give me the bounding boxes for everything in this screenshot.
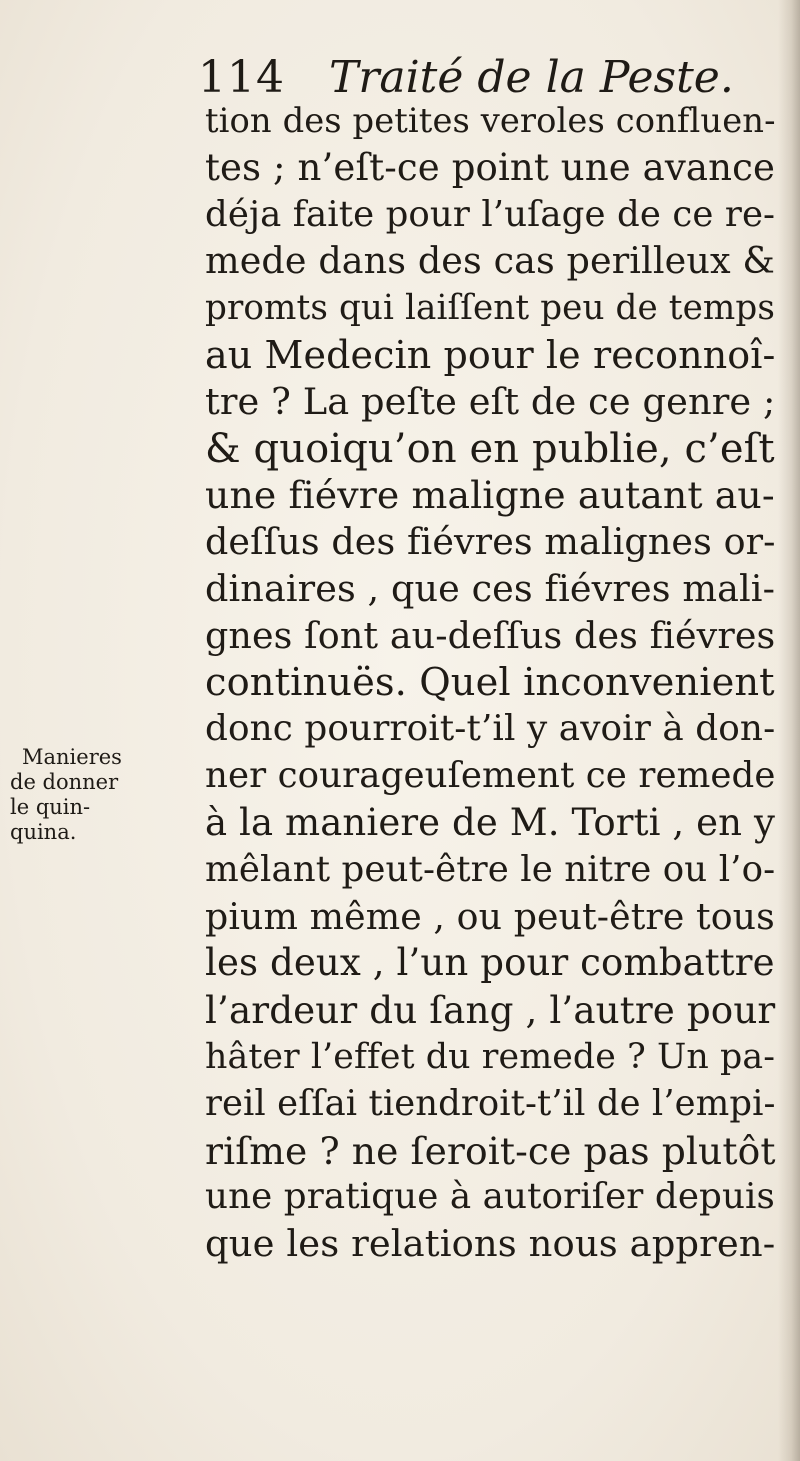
text-line: hâter l’effet du remede ? Un pa- <box>205 1036 776 1077</box>
page-number: 114 <box>198 52 285 103</box>
margin-note <box>10 745 200 845</box>
body-text <box>205 98 775 1268</box>
text-line: mede dans des cas perilleux & <box>205 239 775 283</box>
text-line: les deux , l’un pour combattre <box>205 941 775 985</box>
text-line: riſme ? ne ſeroit-ce pas plutôt <box>205 1128 776 1173</box>
text-line: l’ardeur du ſang , l’autre pour <box>205 988 776 1033</box>
text-line: deſſus des fiévres malignes or- <box>205 520 776 564</box>
text-line: dinaires , que ces fiévres mali- <box>205 566 776 610</box>
text-line: pium même , ou peut-être tous <box>205 894 775 938</box>
text-line: mêlant peut-être le nitre ou l’o- <box>205 848 776 890</box>
text-line: promts qui laiſſent peu de temps <box>205 288 775 329</box>
page-edge-shadow <box>778 0 800 1461</box>
text-line: tre ? La peſte eſt de ce genre ; <box>205 379 776 423</box>
running-title: Traité de la Peste. <box>328 52 734 103</box>
text-line: à la maniere de M. Torti , en y <box>205 800 775 844</box>
margin-note-line: quina. <box>10 820 77 844</box>
text-line: continuës. Quel inconvenient <box>205 659 775 705</box>
text-line: déja faite pour l’uſage de ce re- <box>205 193 776 235</box>
text-line: tion des petites veroles confluen- <box>205 101 776 140</box>
margin-note-line: le quin- <box>10 795 91 819</box>
text-line: au Medecin pour le reconnoî- <box>205 332 776 377</box>
text-line: une pratique à autoriſer depuis <box>205 1176 775 1218</box>
text-line: que les relations nous appren- <box>205 1222 776 1266</box>
text-line: tes ; n’eſt-ce point une avance <box>205 145 776 189</box>
text-line: une fiévre maligne autant au- <box>205 473 775 518</box>
text-line: & quoiqu’on en publie, c’eſt <box>205 425 775 472</box>
text-line: reil eſſai tiendroit-t’il de l’empi- <box>205 1082 776 1124</box>
text-line: ner courageuſement ce remede <box>205 755 776 797</box>
margin-note-line: de donner <box>10 770 119 794</box>
text-line: gnes ſont au-deſſus des fiévres <box>205 613 776 657</box>
margin-note-line: Manieres <box>22 745 122 769</box>
text-line: donc pourroit-t’il y avoir à don- <box>205 708 776 750</box>
